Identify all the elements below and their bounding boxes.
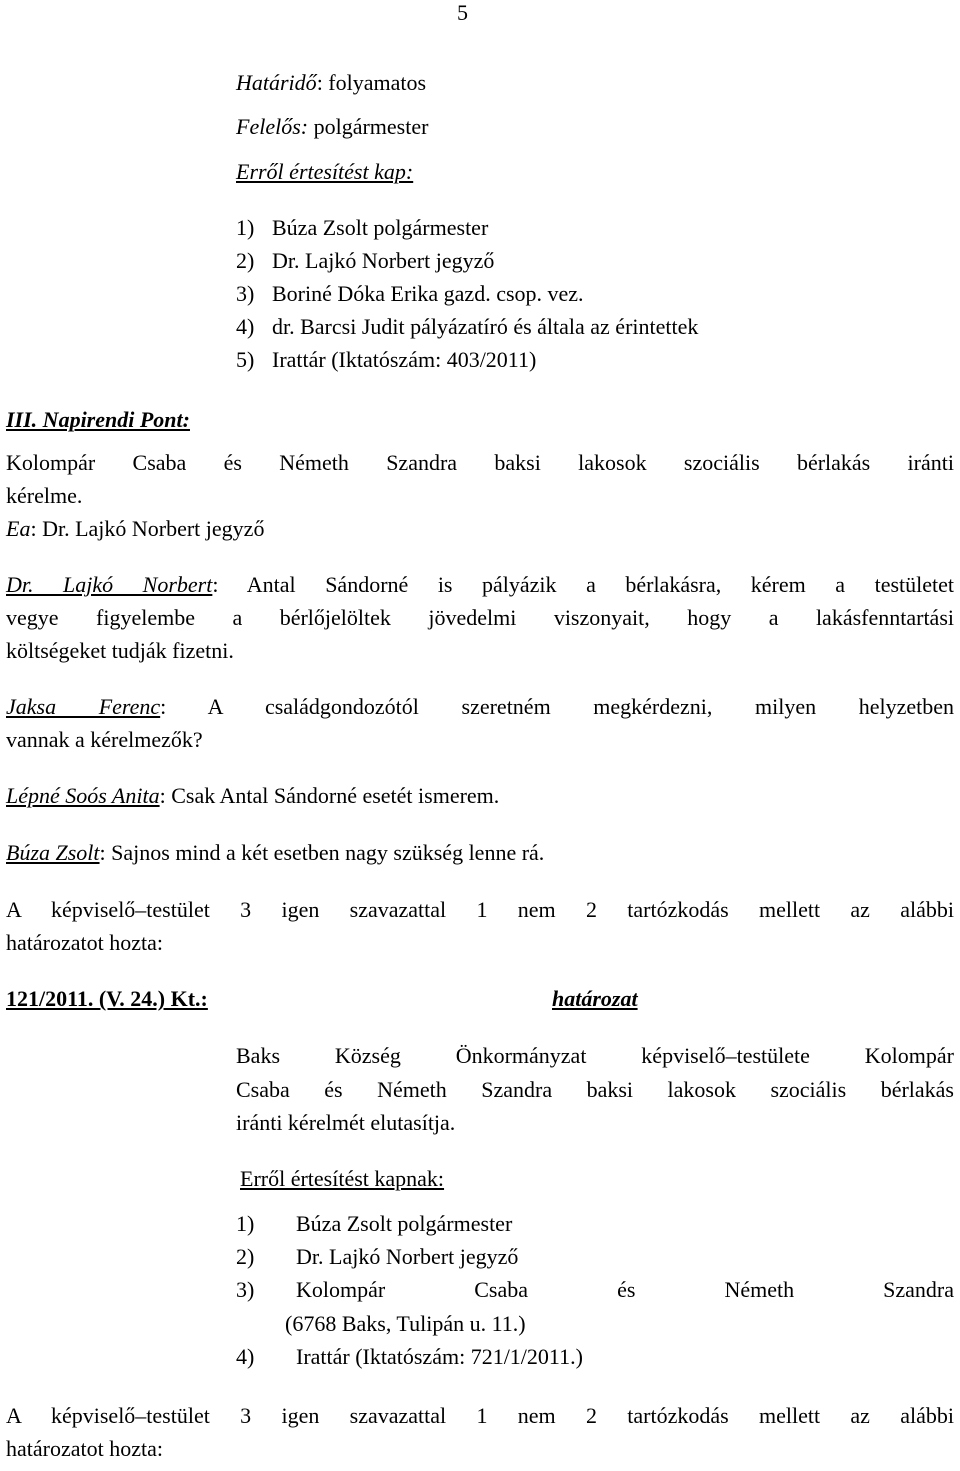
agenda-title: III. Napirendi Pont: [6,407,190,432]
responsible-line [236,114,428,140]
notified-title: Erről értesítést kap: [236,159,414,184]
vote-line: határozatot hozta: [6,1436,163,1461]
deadline-value: : folyamatos [316,70,427,95]
notified-item: 3) Kolompár Csaba és Németh Szandra [236,1277,954,1302]
notified-title: Erről értesítést kapnak: [240,1166,445,1191]
speech-line: költségeket tudják fizetni. [6,638,234,663]
notified-item-address: (6768 Baks, Tulipán u. 11.) [285,1311,526,1336]
deadline-line [236,70,426,96]
presenter-value: : Dr. Lajkó Norbert jegyző [30,516,265,541]
deadline-label: Határidő [236,70,317,95]
notified-item: 3) Boriné Dóka Erika gazd. csop. vez. [236,281,584,306]
notified-item: 4) Irattár (Iktatószám: 721/1/2011.) [236,1344,583,1369]
speaker-name: Jaksa Ferenc [6,694,161,719]
resolution-label: határozat [552,986,638,1011]
presenter-line [6,516,264,542]
resolution-text-line: Csaba és Németh Szandra baksi lakosok szociális bérlakás [236,1077,954,1102]
resolution-text-line: iránti kérelmét elutasítja. [236,1110,456,1135]
page-number: 5 [457,0,468,25]
responsible-value: polgármester [308,114,429,139]
resolution-text-line: Baks Község Önkormányzat képviselő–testülete Kolompár [236,1043,954,1068]
agenda-text-line: Kolompár Csaba és Németh Szandra baksi lakosok szociális bérlakás iránti [6,450,954,475]
notified-item: 2) Dr. Lajkó Norbert jegyző [236,248,495,273]
notified-item: 1) Búza Zsolt polgármester [236,1211,513,1236]
speech-line: vegye figyelembe a bérlőjelöltek jövedelmi viszonyait, hogy a lakásfenntartási [6,605,954,630]
speaker-name: Dr. Lajkó Norbert [6,572,213,597]
speech-line: vannak a kérelmezők? [6,727,203,752]
speech-line: Jaksa Ferenc: A családgondozótól szeretném megkérdezni, milyen helyzetben [6,694,954,719]
notified-item: 5) Irattár (Iktatószám: 403/2011) [236,347,537,372]
notified-item: 1) Búza Zsolt polgármester [236,215,489,240]
speech-line: Lépné Soós Anita: Csak Antal Sándorné esetét ismerem. [6,783,500,808]
vote-line: határozatot hozta: [6,930,163,955]
presenter-label: Ea [6,516,31,541]
resolution-number: 121/2011. (V. 24.) Kt.: [6,986,208,1011]
notified-item: 4) dr. Barcsi Judit pályázatíró és általa az érintettek [236,314,699,339]
responsible-label: Felelős: [236,114,309,139]
agenda-text-line: kérelme. [6,483,83,508]
vote-line: A képviselő–testület 3 igen szavazattal 1 nem 2 tartózkodás mellett az alábbi [6,1403,954,1428]
speaker-name: Lépné Soós Anita [6,783,160,808]
notified-item: 2) Dr. Lajkó Norbert jegyző [236,1244,519,1269]
vote-line: A képviselő–testület 3 igen szavazattal 1 nem 2 tartózkodás mellett az alábbi [6,897,954,922]
speech-line: Búza Zsolt: Sajnos mind a két esetben nagy szükség lenne rá. [6,840,545,865]
speaker-name: Búza Zsolt [6,840,100,865]
speech-line: Dr. Lajkó Norbert: Antal Sándorné is pályázik a bérlakásra, kérem a testületet [6,572,954,597]
